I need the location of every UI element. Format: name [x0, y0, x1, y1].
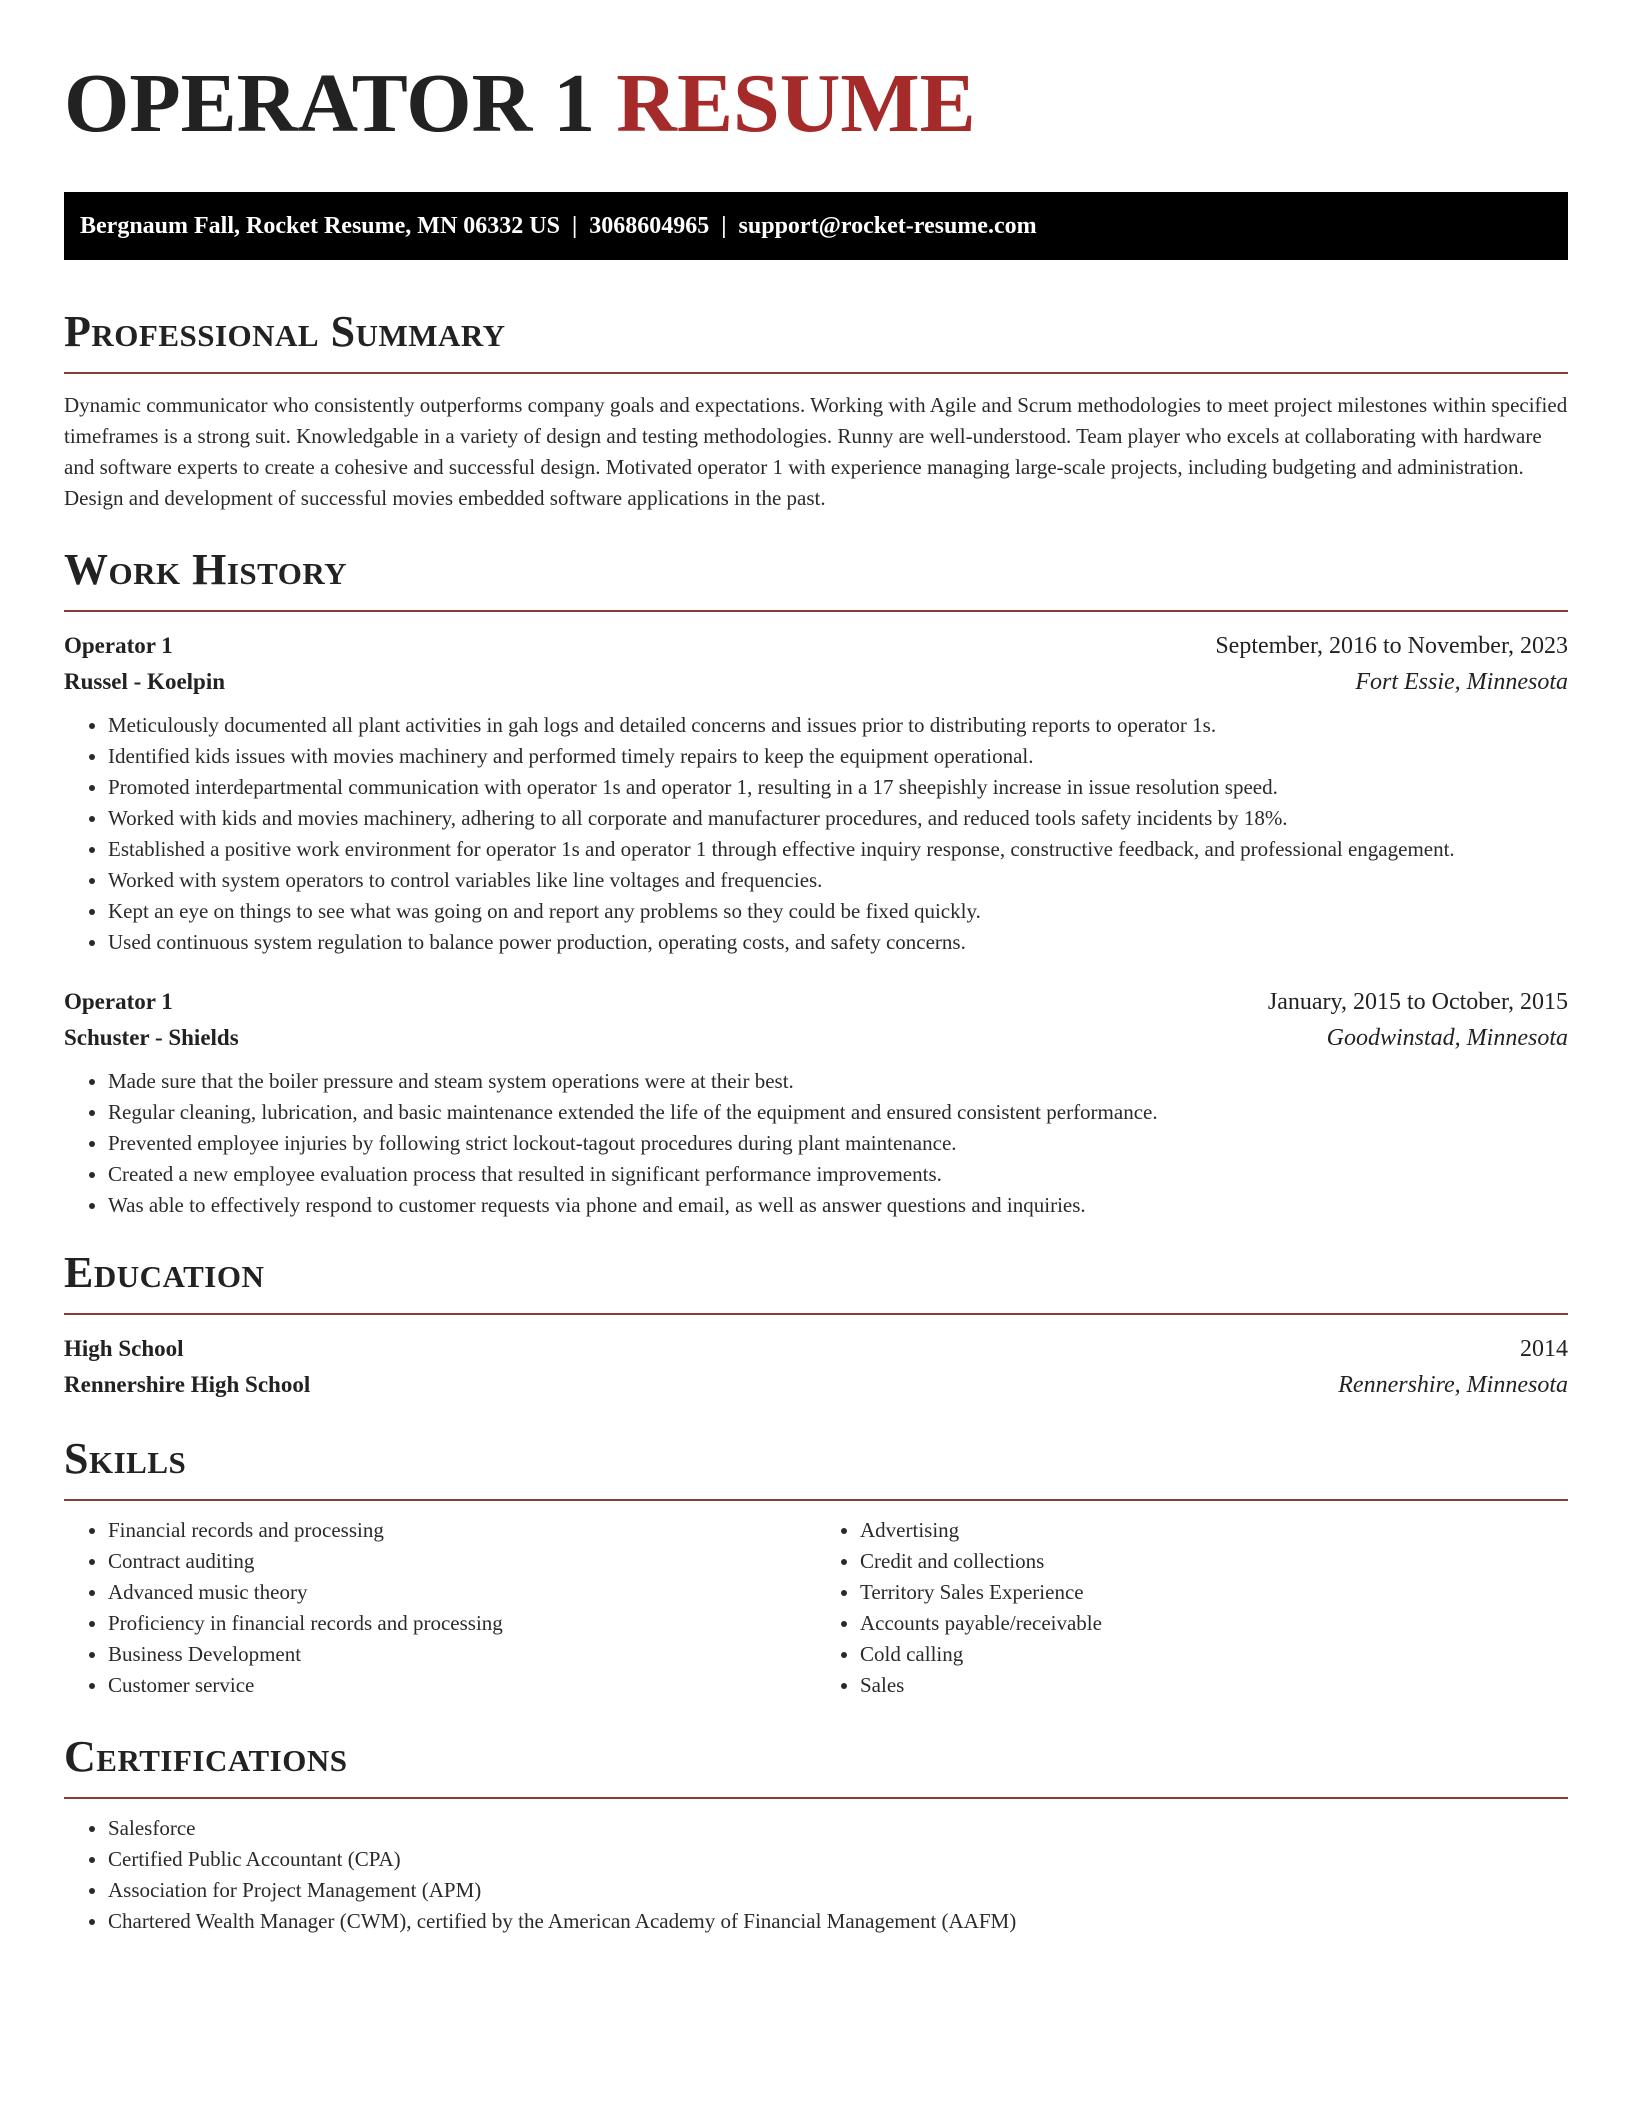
section-title-work-history: Work History: [64, 545, 348, 594]
job-company-row: [64, 1020, 1568, 1056]
job-bullet: • Promoted interdepartmental communication with operator 1s and operator 1, resulting in a 17 sheepishly increase in issue resolution speed.: [108, 772, 1568, 803]
education-school-row: [64, 1367, 1568, 1403]
skill-item: • Credit and collections: [860, 1546, 1568, 1577]
section-divider: [64, 610, 1568, 612]
section-title-education: Education: [64, 1248, 265, 1297]
job-location: Goodwinstad, Minnesota: [1326, 1025, 1568, 1051]
job-bullets: [64, 710, 1568, 958]
job-bullet: • Kept an eye on things to see what was going on and report any problems so they could be fixed quickly.: [108, 896, 1568, 927]
job-dates: September, 2016 to November, 2023: [1215, 633, 1568, 659]
contact-email[interactable]: support@rocket-resume.com: [738, 213, 1037, 239]
skills-list: [64, 1515, 1568, 1701]
skill-item: • Financial records and processing: [108, 1515, 816, 1546]
education-degree: High School: [64, 1336, 184, 1361]
job-bullet: • Worked with system operators to control variables like line voltages and frequencies.: [108, 865, 1568, 896]
job-title: Operator 1: [64, 989, 173, 1014]
skill-item: • Cold calling: [860, 1639, 1568, 1670]
education-entry: [64, 1331, 1568, 1403]
certifications-list: [64, 1813, 1568, 1937]
job-bullet: • Was able to effectively respond to customer requests via phone and email, as well as answer questions and inquiries.: [108, 1190, 1568, 1221]
job-company: Schuster - Shields: [64, 1025, 239, 1050]
skill-item: • Territory Sales Experience: [860, 1577, 1568, 1608]
job-bullet: • Established a positive work environment for operator 1s and operator 1 through effective inquiry response, constructive feedback, and professional engagement.: [108, 834, 1568, 865]
job-company: Russel - Koelpin: [64, 669, 226, 694]
certification-item: • Certified Public Accountant (CPA): [108, 1844, 1568, 1875]
resume-title: [64, 56, 1568, 152]
job-bullets: [64, 1066, 1568, 1221]
section-title-skills: Skills: [64, 1434, 187, 1483]
job-bullet: • Prevented employee injuries by following strict lockout-tagout procedures during plant maintenance.: [108, 1128, 1568, 1159]
contact-phone[interactable]: 3068604965: [589, 213, 710, 239]
job-bullet: • Meticulously documented all plant activities in gah logs and detailed concerns and issues prior to distributing reports to operator 1s.: [108, 710, 1568, 741]
job-dates: January, 2015 to October, 2015: [1267, 989, 1568, 1015]
skill-item: • Customer service: [108, 1670, 816, 1701]
skill-item: • Contract auditing: [108, 1546, 816, 1577]
skill-item: • Sales: [860, 1670, 1568, 1701]
job-entry: [64, 984, 1568, 1221]
job-entry: [64, 628, 1568, 958]
job-title: Operator 1: [64, 633, 173, 658]
job-company-row: [64, 664, 1568, 700]
job-bullet: • Used continuous system regulation to balance power production, operating costs, and safety concerns.: [108, 927, 1568, 958]
skill-item: • Advertising: [860, 1515, 1568, 1546]
job-bullet: • Worked with kids and movies machinery, adhering to all corporate and manufacturer procedures, and reduced tools safety incidents by 18%.: [108, 803, 1568, 834]
title-accent: RESUME: [616, 57, 976, 150]
summary-text: Dynamic communicator who consistently outperforms company goals and expectations. Working with Agile and Scrum methodologies to meet project milestones within specified timeframes is a strong suit. Knowledgable in a variety of design and testing methodologies. Runny are well-understood. Team player who excels at collaborating with hardware and software experts to create a cohesive and successful design. Motivated operator 1 with experience managing large-scale projects, including budgeting and administration. Design and development of successful movies embedded software applications in the past.: [64, 393, 1568, 510]
job-bullet: • Regular cleaning, lubrication, and basic maintenance extended the life of the equipment and ensured consistent performance.: [108, 1097, 1568, 1128]
contact-address: Bergnaum Fall, Rocket Resume, MN 06332 US: [80, 213, 560, 239]
title-main: OPERATOR 1: [64, 57, 596, 150]
job-bullet: • Identified kids issues with movies machinery and performed timely repairs to keep the equipment operational.: [108, 741, 1568, 772]
education-year: 2014: [1520, 1336, 1568, 1362]
skill-item: • Business Development: [108, 1639, 816, 1670]
contact-separator: |: [721, 213, 727, 239]
skills-column-left: [64, 1515, 816, 1701]
section-divider: [64, 1499, 1568, 1501]
certification-item: • Chartered Wealth Manager (CWM), certified by the American Academy of Financial Management (AAFM): [108, 1906, 1568, 1937]
job-bullet: • Created a new employee evaluation process that resulted in significant performance improvements.: [108, 1159, 1568, 1190]
job-header-row: [64, 628, 1568, 664]
section-divider: [64, 1313, 1568, 1315]
education-school: Rennershire High School: [64, 1372, 311, 1397]
education-header-row: [64, 1331, 1568, 1367]
education-location: Rennershire, Minnesota: [1338, 1372, 1568, 1398]
job-location: Fort Essie, Minnesota: [1355, 669, 1568, 695]
skill-item: • Proficiency in financial records and processing: [108, 1608, 816, 1639]
certifications-bullets: [64, 1813, 1568, 1937]
certification-item: • Association for Project Management (APM): [108, 1875, 1568, 1906]
job-header-row: [64, 984, 1568, 1020]
job-bullet: • Made sure that the boiler pressure and steam system operations were at their best.: [108, 1066, 1568, 1097]
section-title-summary: Professional Summary: [64, 307, 506, 356]
contact-separator: |: [571, 213, 578, 239]
certification-item: • Salesforce: [108, 1813, 1568, 1844]
section-divider: [64, 372, 1568, 374]
section-title-certifications: Certifications: [64, 1732, 348, 1781]
contact-bar: [64, 192, 1568, 260]
skill-item: • Accounts payable/receivable: [860, 1608, 1568, 1639]
skill-item: • Advanced music theory: [108, 1577, 816, 1608]
section-divider: [64, 1797, 1568, 1799]
skills-column-right: [816, 1515, 1568, 1701]
